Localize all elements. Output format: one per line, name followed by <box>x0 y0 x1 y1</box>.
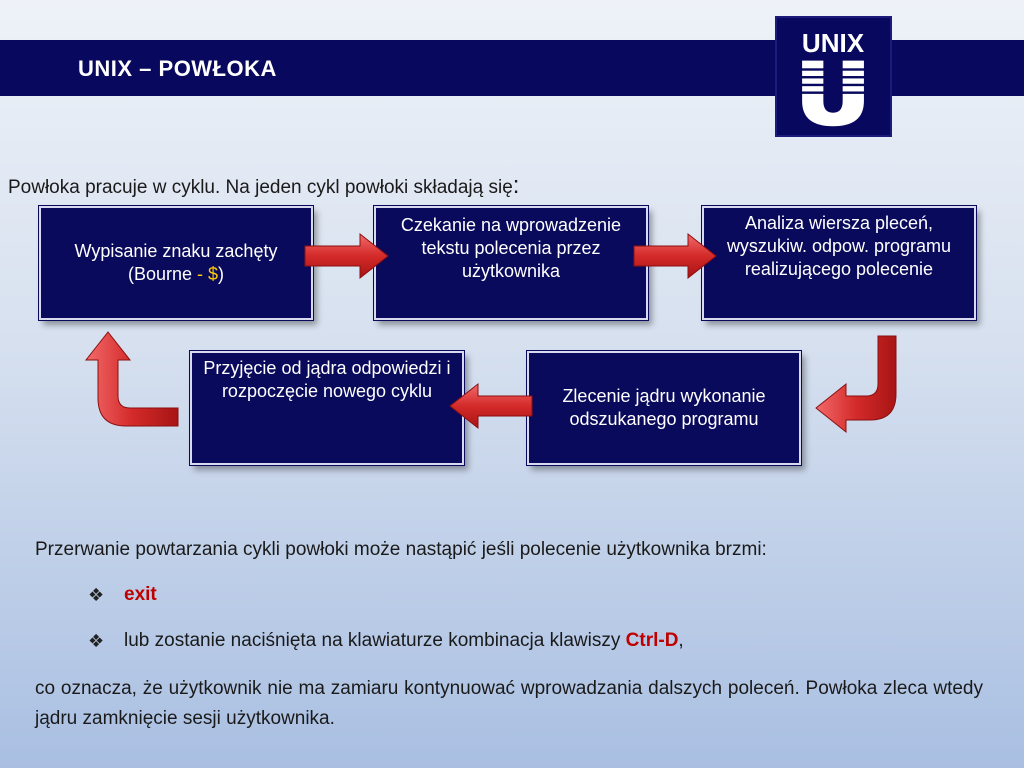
logo-text: UNIX <box>801 27 865 58</box>
cycle-step-prompt: Wypisanie znaku zachęty (Bourne - $) <box>39 206 313 320</box>
diamond-bullet-icon: ❖ <box>88 584 105 605</box>
break-intro: Przerwanie powtarzania cykli powłoki może nastąpić jeśli polecenie użytkownika brzmi: <box>35 539 767 560</box>
arrow-curve-up-icon <box>86 332 178 426</box>
bullet-ctrl-d: ❖ lub zostanie naciśnięta na klawiaturze kombinacja klawiszy Ctrl-D, <box>88 630 684 651</box>
diamond-bullet-icon: ❖ <box>88 630 105 651</box>
slide-title: UNIX – POWŁOKA <box>78 56 277 81</box>
cycle-step-analyze: Analiza wiersza pleceń, wyszukiw. odpow. programu realizującego polecenie <box>702 206 976 320</box>
cycle-step-kernel-exec: Zlecenie jądru wykonanie odszukanego programu <box>527 351 801 465</box>
cycle-step-restart: Przyjęcie od jądra odpowiedzi i rozpoczęcie nowego cyklu <box>190 351 464 465</box>
unix-logo <box>775 16 892 137</box>
closing-paragraph: co oznacza, że użytkownik nie ma zamiaru kontynuować wprowadzania dalszych poleceń. Powłoka zleca wtedy jądru zamknięcie sesji użytkownika. <box>35 678 983 729</box>
arrow-curve-down-left-icon <box>816 336 896 432</box>
bullet-exit: ❖ exit <box>88 584 157 605</box>
cycle-step-wait-input: Czekanie na wprowadzenie tekstu polecenia przez użytkownika <box>374 206 648 320</box>
intro-text: Powłoka pracuje w cyklu. Na jeden cykl powłoki składają się: <box>8 172 520 199</box>
